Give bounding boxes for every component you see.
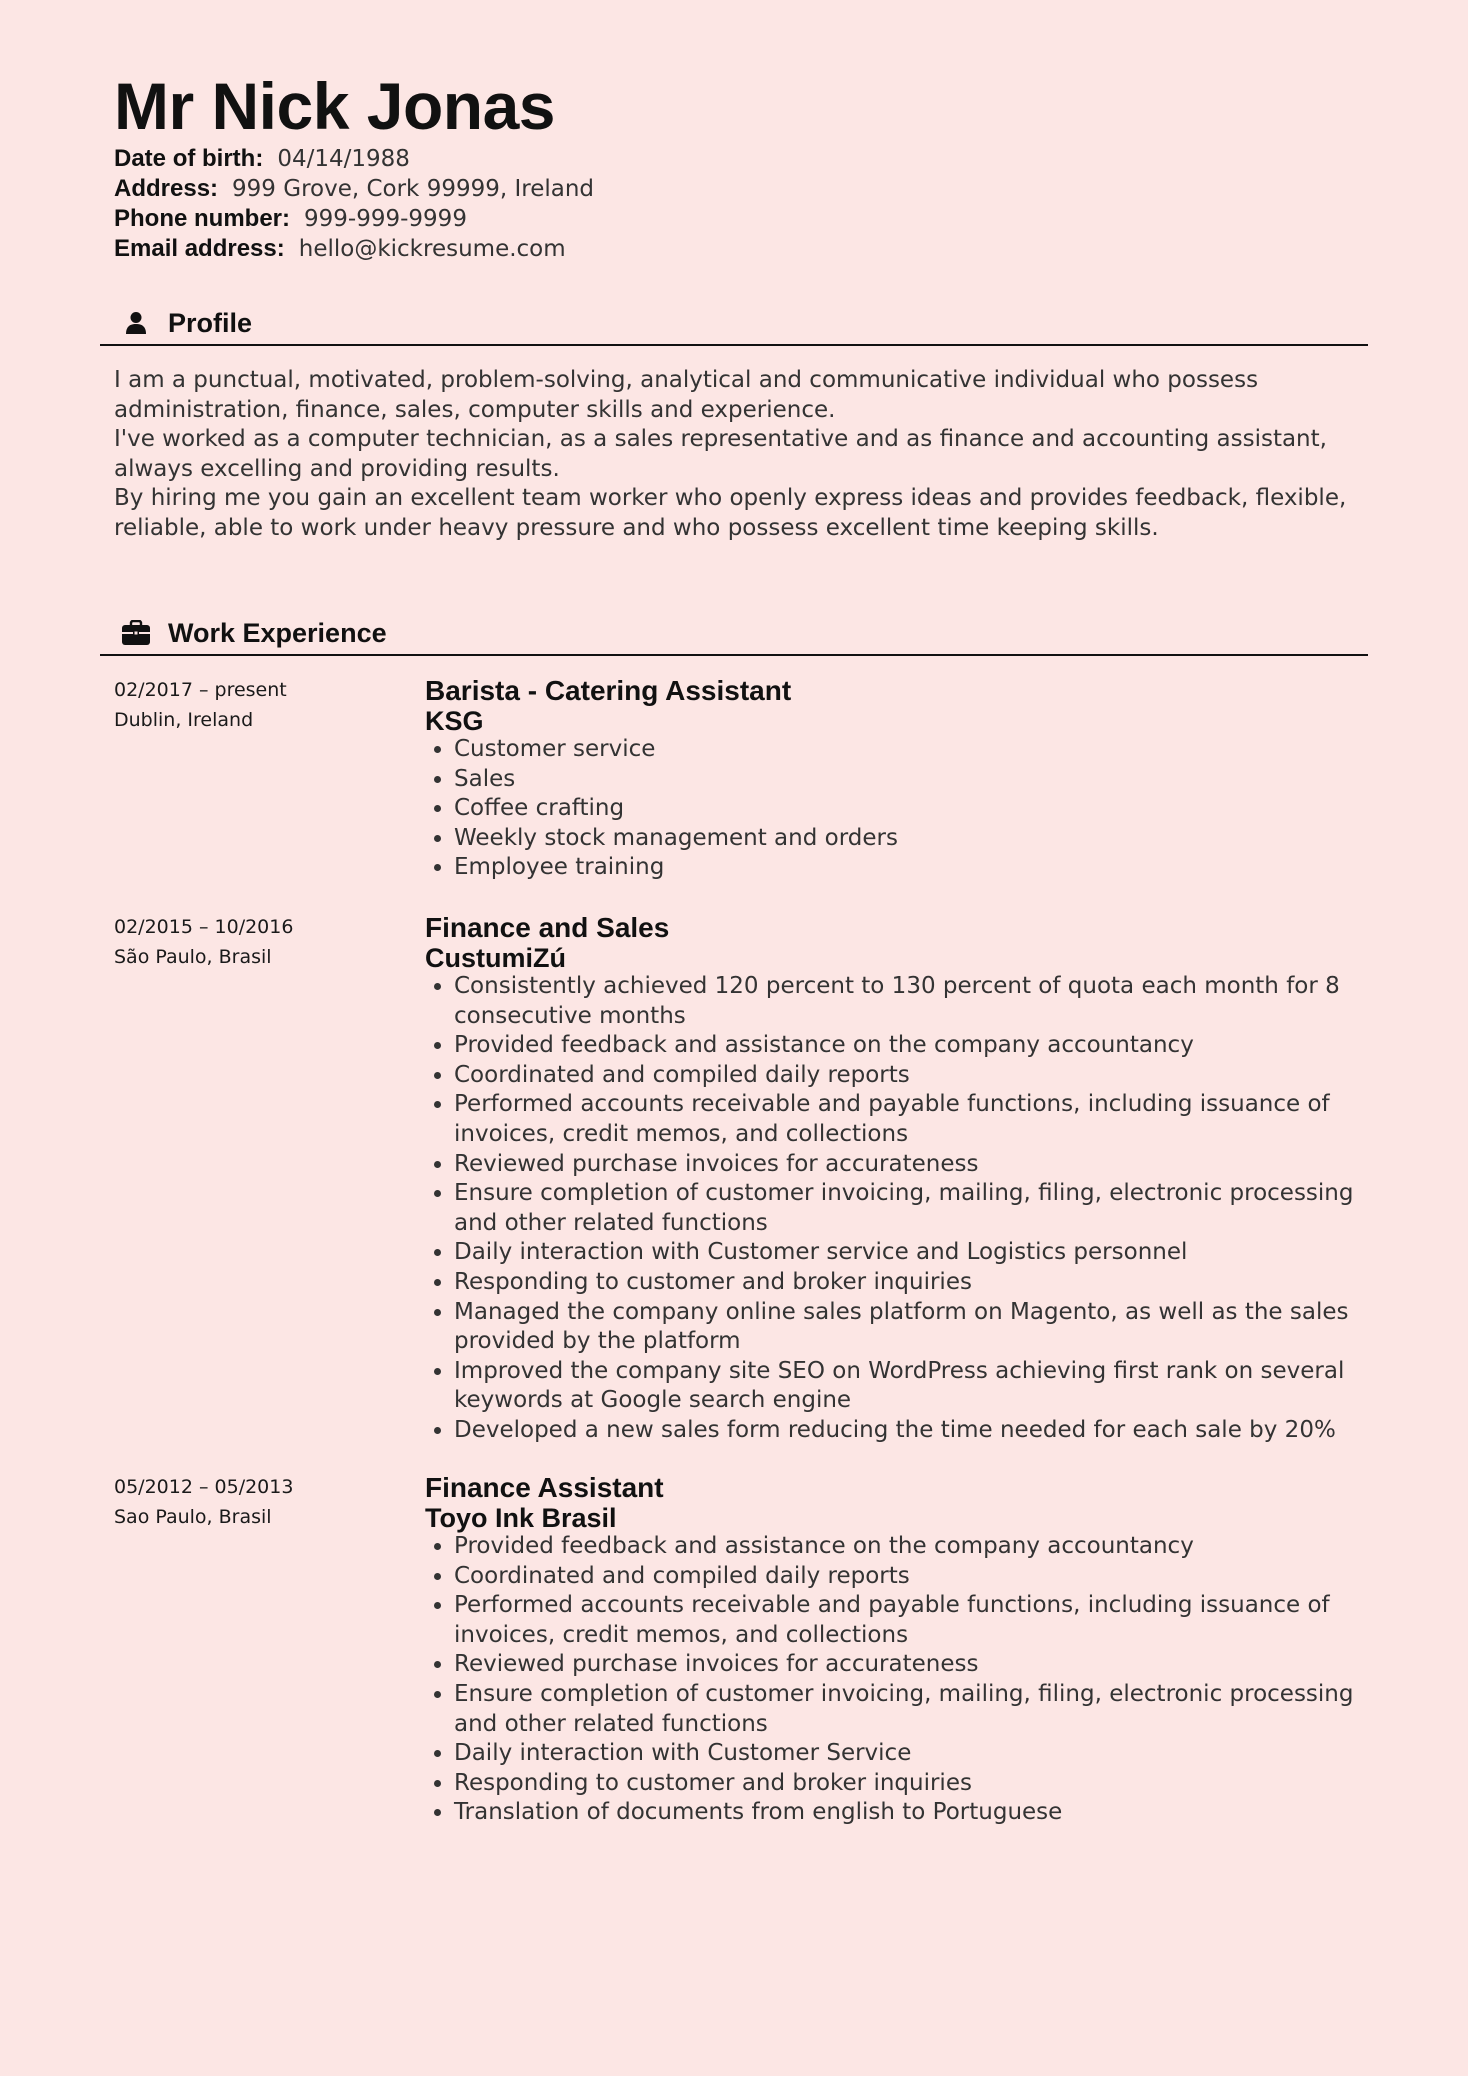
profile-paragraph: I am a punctual, motivated, problem-solving, analytical and communicative individual who possess administration, finance, sales, computer skills and experience. — [114, 367, 1259, 423]
contact-label: Phone number: — [114, 205, 291, 232]
list-item: • Coordinated and compiled daily reports — [454, 1562, 1375, 1592]
list-item: • Managed the company online sales platform on Magento, as well as the sales provided by the platform — [454, 1298, 1375, 1357]
contact-row-phone — [114, 204, 594, 234]
list-item: • Employee training — [454, 853, 1375, 883]
job-details — [425, 1472, 1375, 1828]
job-bullets — [425, 1532, 1375, 1828]
contact-label: Address: — [114, 175, 219, 202]
job-details — [425, 912, 1375, 1446]
job-meta — [114, 675, 414, 735]
job-company: Toyo Ink Brasil — [425, 1503, 617, 1533]
list-item: • Reviewed purchase invoices for accurateness — [454, 1650, 1375, 1680]
list-item: • Customer service — [454, 735, 1375, 765]
job-bullets — [425, 972, 1375, 1446]
contact-row-address — [114, 174, 594, 204]
job-title: Barista - Catering Assistant — [425, 675, 792, 706]
section-title: Profile — [168, 307, 253, 338]
list-item: • Ensure completion of customer invoicing, mailing, filing, electronic processing and other related functions — [454, 1179, 1375, 1238]
person-name: Mr Nick Jonas — [114, 69, 555, 143]
job-dates: 02/2017 – present — [114, 679, 287, 701]
list-item: • Sales — [454, 765, 1375, 795]
briefcase-icon — [120, 617, 152, 649]
list-item: • Translation of documents from english to Portuguese — [454, 1798, 1375, 1828]
list-item: • Ensure completion of customer invoicing, mailing, filing, electronic processing and other related functions — [454, 1680, 1375, 1739]
job-location: São Paulo, Brasil — [114, 946, 272, 968]
list-item: • Provided feedback and assistance on the company accountancy — [454, 1031, 1375, 1061]
list-item: • Consistently achieved 120 percent to 130 percent of quota each month for 8 consecutive months — [454, 972, 1375, 1031]
profile-paragraph: I've worked as a computer technician, as a sales representative and as finance and accounting assistant, always excelling and providing results. — [114, 426, 1327, 482]
contact-value: 999-999-9999 — [304, 206, 467, 232]
job-details — [425, 675, 1375, 883]
list-item: • Coffee crafting — [454, 794, 1375, 824]
list-item: • Developed a new sales form reducing the time needed for each sale by 20% — [454, 1416, 1375, 1446]
contact-row-dob — [114, 144, 594, 174]
contact-value: 999 Grove, Cork 99999, Ireland — [232, 176, 595, 202]
contact-label: Email address: — [114, 235, 285, 262]
job-company: CustumiZú — [425, 943, 566, 973]
job-company: KSG — [425, 706, 484, 736]
job-location: Sao Paulo, Brasil — [114, 1506, 272, 1528]
job-meta — [114, 1472, 414, 1532]
profile-section-header — [100, 302, 1368, 346]
list-item: • Responding to customer and broker inquiries — [454, 1769, 1375, 1799]
contact-value: hello@kickresume.com — [298, 236, 566, 262]
list-item: • Daily interaction with Customer Service — [454, 1739, 1375, 1769]
job-title: Finance Assistant — [425, 1472, 664, 1503]
work-section-header — [100, 612, 1368, 656]
contact-details — [114, 144, 594, 264]
job-title: Finance and Sales — [425, 912, 670, 943]
job-bullets — [425, 735, 1375, 883]
list-item: • Responding to customer and broker inquiries — [454, 1268, 1375, 1298]
list-item: • Coordinated and compiled daily reports — [454, 1061, 1375, 1091]
profile-paragraph: By hiring me you gain an excellent team worker who openly express ideas and provides feedback, flexible, reliable, able to work under heavy pressure and who possess excellent time keeping skills. — [114, 485, 1347, 541]
list-item: • Improved the company site SEO on WordPress achieving first rank on several keywords at Google search engine — [454, 1357, 1375, 1416]
list-item: • Performed accounts receivable and payable functions, including issuance of invoices, credit memos, and collections — [454, 1591, 1375, 1650]
job-location: Dublin, Ireland — [114, 709, 254, 731]
contact-label: Date of birth: — [114, 145, 264, 172]
section-title: Work Experience — [168, 617, 387, 648]
profile-summary — [114, 366, 1364, 544]
list-item: • Weekly stock management and orders — [454, 824, 1375, 854]
job-meta — [114, 912, 414, 972]
list-item: • Daily interaction with Customer service and Logistics personnel — [454, 1238, 1375, 1268]
contact-row-email — [114, 234, 594, 264]
list-item: • Performed accounts receivable and payable functions, including issuance of invoices, credit memos, and collections — [454, 1090, 1375, 1149]
job-dates: 05/2012 – 05/2013 — [114, 1476, 294, 1498]
list-item: • Reviewed purchase invoices for accurateness — [454, 1150, 1375, 1180]
job-dates: 02/2015 – 10/2016 — [114, 916, 294, 938]
person-icon — [120, 307, 152, 339]
contact-value: 04/14/1988 — [277, 146, 410, 172]
list-item: • Provided feedback and assistance on the company accountancy — [454, 1532, 1375, 1562]
